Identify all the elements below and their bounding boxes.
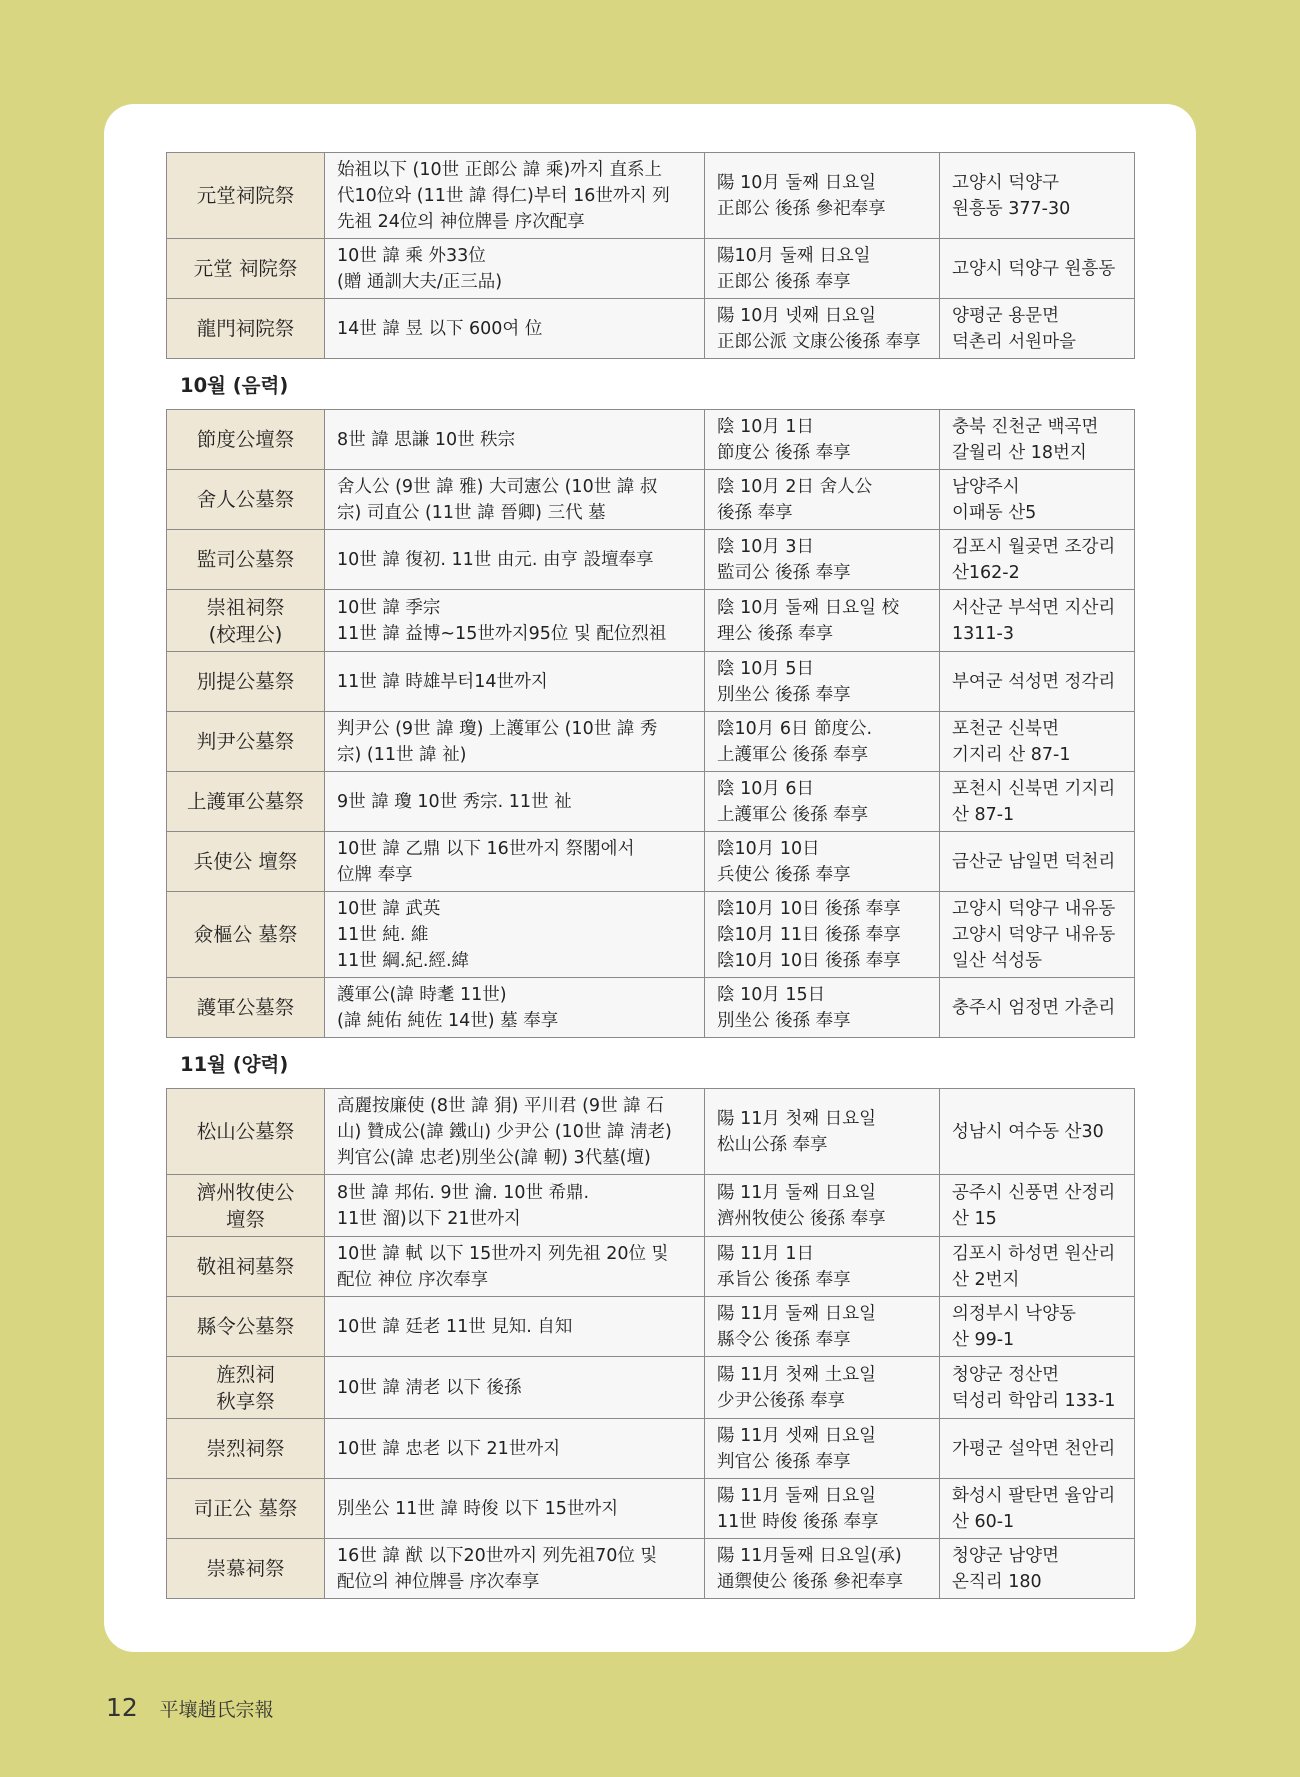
section-title: 11월 (양력) — [180, 1053, 289, 1076]
cell-text-line: 僉樞公 墓祭 — [193, 923, 298, 946]
location-cell — [940, 153, 1135, 239]
cell-text-line: 監司公墓祭 — [196, 548, 295, 571]
date-host-cell — [705, 1089, 940, 1175]
ceremony-name-cell — [167, 530, 325, 590]
enshrined-scope-cell — [325, 712, 705, 772]
cell-text-line: 龍門祠院祭 — [196, 317, 295, 340]
ceremony-name-cell — [167, 772, 325, 832]
location-cell — [940, 1419, 1135, 1479]
cell-text-line: 別提公墓祭 — [196, 670, 295, 693]
cell-text-line: 충북 진천군 백곡면 — [952, 416, 1099, 437]
cell-text-line: 旌烈祠 — [216, 1362, 275, 1386]
ceremony-name-cell — [167, 239, 325, 299]
location-cell — [940, 239, 1135, 299]
location-cell — [940, 470, 1135, 530]
location-cell — [940, 590, 1135, 652]
table-row — [167, 832, 1135, 892]
cell-text-line: 判尹公墓祭 — [196, 730, 295, 753]
cell-text-line: 고양시 덕양구 내유동 — [952, 924, 1116, 945]
enshrined-scope-cell — [325, 1237, 705, 1297]
schedule-content — [166, 152, 1134, 1599]
table-row — [167, 1297, 1135, 1357]
cell-text-line: 11世 諱 益博~15世까지95位 및 配位烈祖 — [337, 623, 667, 644]
cell-text-line: 秋享祭 — [216, 1389, 275, 1413]
schedule-table — [166, 152, 1135, 359]
cell-text-line: 陽 11月둘째 日요일(承) — [717, 1545, 902, 1566]
cell-text-line: 宗) (11世 諱 祉) — [337, 744, 467, 765]
cell-text-line: 덕성리 학암리 133-1 — [952, 1390, 1116, 1411]
cell-text-line: 서산군 부석면 지산리 — [952, 597, 1116, 618]
cell-text-line: 舍人公 (9世 諱 雅) 大司憲公 (10世 諱 叔 — [337, 476, 658, 497]
date-host-cell — [705, 1419, 940, 1479]
date-host-cell — [705, 652, 940, 712]
ceremony-name-cell — [167, 712, 325, 772]
cell-text-line: 陰10月 10日 後孫 奉享 — [717, 898, 901, 919]
cell-text-line: 陰 10月 15日 — [717, 984, 826, 1005]
location-cell — [940, 299, 1135, 359]
cell-text-line: 9世 諱 瓊 10世 秀宗. 11世 祉 — [337, 791, 572, 812]
enshrined-scope-cell — [325, 978, 705, 1038]
cell-text-line: 上護軍公墓祭 — [186, 790, 304, 813]
location-cell — [940, 1479, 1135, 1539]
cell-text-line: 理公 後孫 奉享 — [717, 623, 834, 644]
ceremony-name-cell — [167, 299, 325, 359]
cell-text-line: 산 87-1 — [952, 804, 1015, 825]
location-cell — [940, 652, 1135, 712]
cell-text-line: 가평군 설악면 천안리 — [952, 1438, 1116, 1459]
location-cell — [940, 410, 1135, 470]
page-number: 12 — [106, 1693, 138, 1722]
ceremony-name-cell — [167, 1175, 325, 1237]
cell-text-line: 일산 석성동 — [952, 950, 1043, 971]
cell-text-line: 고양시 덕양구 — [952, 172, 1059, 193]
enshrined-scope-cell — [325, 832, 705, 892]
cell-text-line: 양평군 용문면 — [952, 305, 1059, 326]
cell-text-line: (校理公) — [208, 622, 283, 646]
cell-text-line: 陽 11月 첫째 土요일 — [717, 1364, 877, 1385]
enshrined-scope-cell — [325, 1297, 705, 1357]
cell-text-line: 上護軍公 後孫 奉享 — [717, 744, 869, 765]
cell-text-line: 正郎公 後孫 奉享 — [717, 271, 851, 292]
cell-text-line: 16世 諱 猷 以下20世까지 列先祖70位 및 — [337, 1545, 658, 1566]
table-row — [167, 1419, 1135, 1479]
date-host-cell — [705, 712, 940, 772]
cell-text-line: 陰 10月 2日 舍人公 — [717, 476, 873, 497]
cell-text-line: 元堂祠院祭 — [196, 184, 295, 207]
table-row — [167, 652, 1135, 712]
enshrined-scope-cell — [325, 153, 705, 239]
cell-text-line: 別坐公 後孫 奉享 — [717, 684, 851, 705]
cell-text-line: 兵使公 後孫 奉享 — [717, 864, 851, 885]
table-row — [167, 470, 1135, 530]
cell-text-line: 松山公墓祭 — [196, 1120, 295, 1143]
ceremony-name-cell — [167, 1539, 325, 1599]
date-host-cell — [705, 1175, 940, 1237]
cell-text-line: 少尹公後孫 奉享 — [717, 1390, 846, 1411]
location-cell — [940, 892, 1135, 978]
cell-text-line: 김포시 월곶면 조강리 — [952, 536, 1116, 557]
location-cell — [940, 1539, 1135, 1599]
publication-title: 平壤趙氏宗報 — [159, 1699, 274, 1721]
location-cell — [940, 1237, 1135, 1297]
cell-text-line: 先祖 24位의 神位牌를 序次配享 — [337, 211, 585, 232]
cell-text-line: 11世 諱 時雄부터14世까지 — [337, 671, 548, 692]
ceremony-name-cell — [167, 652, 325, 712]
cell-text-line: 監司公 後孫 奉享 — [717, 562, 851, 583]
ceremony-name-cell — [167, 1419, 325, 1479]
cell-text-line: 1311-3 — [952, 623, 1014, 644]
cell-text-line: 11世 時俊 後孫 奉享 — [717, 1511, 879, 1532]
enshrined-scope-cell — [325, 530, 705, 590]
table-row — [167, 1089, 1135, 1175]
cell-text-line: 산 15 — [952, 1208, 997, 1229]
page-card — [104, 104, 1196, 1652]
cell-text-line: 11世 溜)以下 21世까지 — [337, 1208, 521, 1229]
cell-text-line: 陽 11月 첫째 日요일 — [717, 1108, 877, 1129]
cell-text-line: 正郎公派 文康公後孫 奉享 — [717, 331, 921, 352]
cell-text-line: 충주시 엄정면 가춘리 — [952, 997, 1116, 1018]
cell-text-line: 縣令公墓祭 — [196, 1315, 295, 1338]
cell-text-line: 濟州牧使公 後孫 奉享 — [717, 1208, 886, 1229]
cell-text-line: 護軍公墓祭 — [196, 996, 295, 1019]
cell-text-line: 10世 諱 忠老 以下 21世까지 — [337, 1438, 561, 1459]
cell-text-line: 10世 諱 淸老 以下 後孫 — [337, 1377, 522, 1398]
enshrined-scope-cell — [325, 590, 705, 652]
cell-text-line: 判官公 後孫 奉享 — [717, 1451, 851, 1472]
date-host-cell — [705, 978, 940, 1038]
ceremony-name-cell — [167, 1237, 325, 1297]
date-host-cell — [705, 470, 940, 530]
date-host-cell — [705, 153, 940, 239]
cell-text-line: 포천시 신북면 기지리 — [952, 778, 1116, 799]
cell-text-line: 陰 10月 1日 — [717, 416, 815, 437]
ceremony-name-cell — [167, 1357, 325, 1419]
cell-text-line: 기지리 산 87-1 — [952, 744, 1071, 765]
date-host-cell — [705, 590, 940, 652]
schedule-table — [166, 409, 1135, 1038]
cell-text-line: 陽 10月 넷째 日요일 — [717, 305, 877, 326]
cell-text-line: 兵使公 壇祭 — [193, 850, 298, 873]
cell-text-line: 10世 諱 廷老 11世 見知. 自知 — [337, 1316, 573, 1337]
cell-text-line: 고양시 덕양구 내유동 — [952, 898, 1116, 919]
cell-text-line: 陰 10月 6日 — [717, 778, 815, 799]
ceremony-name-cell — [167, 1297, 325, 1357]
cell-text-line: 포천군 신북면 — [952, 718, 1059, 739]
table-row — [167, 1539, 1135, 1599]
cell-text-line: 代10位와 (11世 諱 得仁)부터 16世까지 列 — [337, 185, 670, 206]
cell-text-line: 敬祖祠墓祭 — [196, 1255, 295, 1278]
cell-text-line: 10世 諱 乘 外33位 — [337, 245, 486, 266]
ceremony-name-cell — [167, 590, 325, 652]
cell-text-line: 司正公 墓祭 — [193, 1497, 298, 1520]
enshrined-scope-cell — [325, 1539, 705, 1599]
cell-text-line: 10世 諱 軾 以下 15世까지 列先祖 20位 및 — [337, 1243, 669, 1264]
cell-text-line: 청양군 정산면 — [952, 1364, 1059, 1385]
table-row — [167, 772, 1135, 832]
cell-text-line: 崇祖祠祭 — [206, 595, 285, 619]
location-cell — [940, 1175, 1135, 1237]
cell-text-line: 10世 諱 季宗 — [337, 597, 441, 618]
date-host-cell — [705, 530, 940, 590]
cell-text-line: 의정부시 낙양동 — [952, 1303, 1076, 1324]
cell-text-line: (贈 通訓大夫/正三品) — [337, 271, 503, 292]
location-cell — [940, 1357, 1135, 1419]
cell-text-line: 元堂 祠院祭 — [193, 257, 298, 280]
cell-text-line: 山) 贊成公(諱 鐵山) 少尹公 (10世 諱 淸老) — [337, 1121, 672, 1142]
cell-text-line: 덕촌리 서원마을 — [952, 331, 1076, 352]
enshrined-scope-cell — [325, 299, 705, 359]
cell-text-line: 判尹公 (9世 諱 瓊) 上護軍公 (10世 諱 秀 — [337, 718, 658, 739]
location-cell — [940, 530, 1135, 590]
enshrined-scope-cell — [325, 1419, 705, 1479]
cell-text-line: 11世 綱.紀.經.緯 — [337, 950, 470, 971]
table-row — [167, 1479, 1135, 1539]
cell-text-line: 正郎公 後孫 參祀奉享 — [717, 198, 886, 219]
cell-text-line: 陰10月 10日 後孫 奉享 — [717, 950, 901, 971]
table-row — [167, 299, 1135, 359]
cell-text-line: 別坐公 11世 諱 時俊 以下 15世까지 — [337, 1498, 619, 1519]
location-cell — [940, 832, 1135, 892]
cell-text-line: 通禦使公 後孫 參祀奉享 — [717, 1571, 904, 1592]
cell-text-line: 濟州牧使公 — [196, 1180, 295, 1204]
location-cell — [940, 1297, 1135, 1357]
enshrined-scope-cell — [325, 410, 705, 470]
table-row — [167, 892, 1135, 978]
table-row — [167, 239, 1135, 299]
cell-text-line: 8世 諱 邦佑. 9世 瀹. 10世 希鼎. — [337, 1182, 590, 1203]
ceremony-name-cell — [167, 470, 325, 530]
page-footer — [106, 1693, 273, 1722]
cell-text-line: 別坐公 後孫 奉享 — [717, 1010, 851, 1031]
date-host-cell — [705, 832, 940, 892]
ceremony-name-cell — [167, 410, 325, 470]
cell-text-line: 判官公(諱 忠老)別坐公(諱 軔) 3代墓(壇) — [337, 1147, 651, 1168]
cell-text-line: 護軍公(諱 時耄 11世) — [337, 984, 507, 1005]
table-row — [167, 590, 1135, 652]
table-row — [167, 978, 1135, 1038]
cell-text-line: 陰 10月 3日 — [717, 536, 815, 557]
date-host-cell — [705, 299, 940, 359]
location-cell — [940, 978, 1135, 1038]
ceremony-name-cell — [167, 153, 325, 239]
cell-text-line: 配位 神位 序次奉享 — [337, 1269, 489, 1290]
cell-text-line: 남양주시 — [952, 476, 1020, 497]
cell-text-line: 位牌 奉享 — [337, 864, 413, 885]
location-cell — [940, 712, 1135, 772]
ceremony-name-cell — [167, 832, 325, 892]
date-host-cell — [705, 1539, 940, 1599]
date-host-cell — [705, 410, 940, 470]
cell-text-line: 이패동 산5 — [952, 502, 1037, 523]
cell-text-line: 節度公 後孫 奉享 — [717, 442, 851, 463]
cell-text-line: 承旨公 後孫 奉享 — [717, 1269, 851, 1290]
cell-text-line: 10世 諱 乙鼎 以下 16世까지 祭閣에서 — [337, 838, 635, 859]
cell-text-line: 陽10月 둘째 日요일 — [717, 245, 871, 266]
cell-text-line: 금산군 남일면 덕천리 — [952, 851, 1116, 872]
date-host-cell — [705, 1479, 940, 1539]
cell-text-line: 10世 諱 武英 — [337, 898, 441, 919]
enshrined-scope-cell — [325, 239, 705, 299]
date-host-cell — [705, 772, 940, 832]
table-row — [167, 1175, 1135, 1237]
schedule-table — [166, 1088, 1135, 1599]
cell-text-line: 陰 10月 5日 — [717, 658, 815, 679]
cell-text-line: 陽 11月 1日 — [717, 1243, 815, 1264]
ceremony-name-cell — [167, 1089, 325, 1175]
cell-text-line: 崇烈祠祭 — [206, 1437, 285, 1460]
cell-text-line: 산 99-1 — [952, 1329, 1015, 1350]
ceremony-name-cell — [167, 892, 325, 978]
date-host-cell — [705, 892, 940, 978]
cell-text-line: 陽 11月 둘째 日요일 — [717, 1182, 877, 1203]
cell-text-line: 陰 10月 둘째 日요일 校 — [717, 597, 900, 618]
cell-text-line: 산162-2 — [952, 562, 1020, 583]
enshrined-scope-cell — [325, 1479, 705, 1539]
cell-text-line: 고양시 덕양구 원흥동 — [952, 258, 1116, 279]
cell-text-line: 宗) 司直公 (11世 諱 晉卿) 三代 墓 — [337, 502, 606, 523]
cell-text-line: (諱 純佑 純佐 14世) 墓 奉享 — [337, 1010, 559, 1031]
cell-text-line: 節度公壇祭 — [196, 428, 295, 451]
cell-text-line: 陽 10月 둘째 日요일 — [717, 172, 877, 193]
cell-text-line: 10世 諱 復初. 11世 由元. 由亨 設壇奉享 — [337, 549, 654, 570]
date-host-cell — [705, 1357, 940, 1419]
cell-text-line: 원흥동 377-30 — [952, 198, 1071, 219]
date-host-cell — [705, 1237, 940, 1297]
cell-text-line: 縣令公 後孫 奉享 — [717, 1329, 851, 1350]
ceremony-name-cell — [167, 1479, 325, 1539]
ceremony-name-cell — [167, 978, 325, 1038]
table-row — [167, 410, 1135, 470]
date-host-cell — [705, 239, 940, 299]
cell-text-line: 11世 純. 維 — [337, 924, 429, 945]
cell-text-line: 後孫 奉享 — [717, 502, 793, 523]
enshrined-scope-cell — [325, 1357, 705, 1419]
cell-text-line: 陽 11月 둘째 日요일 — [717, 1485, 877, 1506]
enshrined-scope-cell — [325, 1175, 705, 1237]
cell-text-line: 始祖以下 (10世 正郎公 諱 乘)까지 直系上 — [337, 159, 663, 180]
cell-text-line: 청양군 남양면 — [952, 1545, 1059, 1566]
table-row — [167, 153, 1135, 239]
enshrined-scope-cell — [325, 1089, 705, 1175]
section-title: 10월 (음력) — [180, 374, 289, 397]
cell-text-line: 配位의 神位牌를 序次奉享 — [337, 1571, 540, 1592]
cell-text-line: 김포시 하성면 원산리 — [952, 1243, 1116, 1264]
cell-text-line: 14世 諱 昱 以下 600여 位 — [337, 318, 543, 339]
cell-text-line: 壇祭 — [225, 1207, 265, 1231]
cell-text-line: 松山公孫 奉享 — [717, 1134, 828, 1155]
cell-text-line: 陽 11月 둘째 日요일 — [717, 1303, 877, 1324]
cell-text-line: 공주시 신풍면 산정리 — [952, 1182, 1116, 1203]
cell-text-line: 성남시 여수동 산30 — [952, 1121, 1104, 1142]
enshrined-scope-cell — [325, 652, 705, 712]
table-row — [167, 1237, 1135, 1297]
cell-text-line: 갈월리 산 18번지 — [952, 442, 1087, 463]
table-row — [167, 530, 1135, 590]
cell-text-line: 8世 諱 思謙 10世 秩宗 — [337, 429, 516, 450]
enshrined-scope-cell — [325, 892, 705, 978]
enshrined-scope-cell — [325, 470, 705, 530]
location-cell — [940, 1089, 1135, 1175]
cell-text-line: 陰10月 6日 節度公. — [717, 718, 873, 739]
cell-text-line: 산 2번지 — [952, 1269, 1020, 1290]
cell-text-line: 陽 11月 셋째 日요일 — [717, 1425, 877, 1446]
cell-text-line: 上護軍公 後孫 奉享 — [717, 804, 869, 825]
cell-text-line: 온직리 180 — [952, 1571, 1042, 1592]
cell-text-line: 高麗按廉使 (8世 諱 狷) 平川君 (9世 諱 石 — [337, 1095, 664, 1116]
cell-text-line: 舍人公墓祭 — [196, 488, 295, 511]
cell-text-line: 崇慕祠祭 — [206, 1557, 285, 1580]
table-row — [167, 1357, 1135, 1419]
cell-text-line: 부여군 석성면 정각리 — [952, 671, 1116, 692]
cell-text-line: 陰10月 11日 後孫 奉享 — [717, 924, 901, 945]
cell-text-line: 산 60-1 — [952, 1511, 1015, 1532]
table-row — [167, 712, 1135, 772]
date-host-cell — [705, 1297, 940, 1357]
location-cell — [940, 772, 1135, 832]
cell-text-line: 陰10月 10日 — [717, 838, 820, 859]
cell-text-line: 화성시 팔탄면 율암리 — [952, 1485, 1116, 1506]
enshrined-scope-cell — [325, 772, 705, 832]
